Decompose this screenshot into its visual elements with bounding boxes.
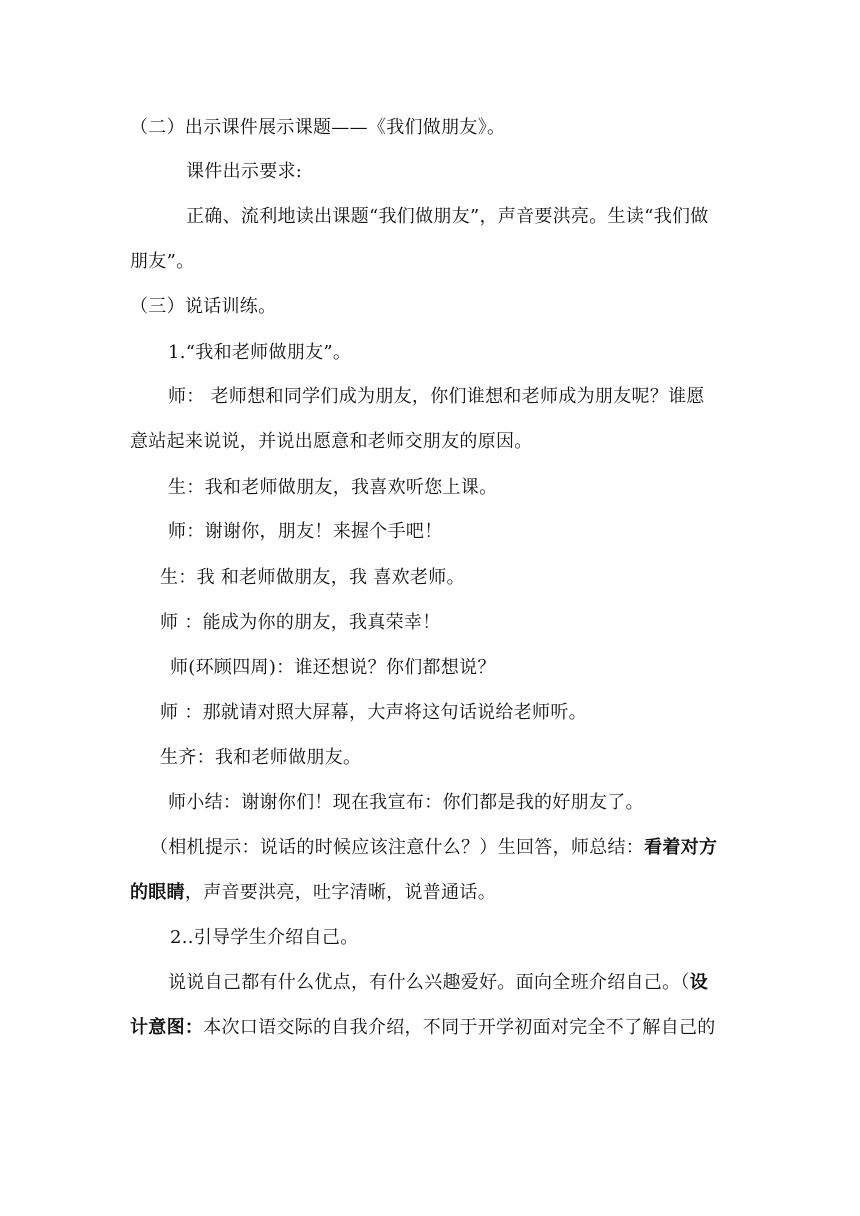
intro-paragraph-line1 xyxy=(168,971,708,995)
hint-text-2: ，声音要洪亮，吐字清晰，说普通话。 xyxy=(184,882,497,903)
requirement-text-line2: 朋友”。 xyxy=(130,251,195,272)
item-two-heading: 2..引导学生介绍自己。 xyxy=(170,927,359,948)
hint-text: （相机提示：说话的时候应该注意什么？）生回答，师总结： xyxy=(150,837,645,858)
student-reply-1: 生：我和老师做朋友，我喜欢听您上课。 xyxy=(168,477,498,498)
students-chorus: 生齐：我和老师做朋友。 xyxy=(160,747,362,768)
teacher-question-2: 师(环顾四周)：谁还想说？你们都想说？ xyxy=(170,657,496,678)
requirement-text-line1: 正确、流利地读出课题“我们做朋友”，声音要洪亮。生读“我们做 xyxy=(186,206,709,227)
hint-emphasis-1: 看着对方 xyxy=(644,837,718,858)
teacher-instruction: 师 ：那就请对照大屏幕，大声将这句话说给老师听。 xyxy=(160,702,587,723)
student-reply-2: 生：我 和老师做朋友，我 喜欢老师。 xyxy=(160,567,465,588)
courseware-requirement-label: 课件出示要求: xyxy=(186,161,303,182)
item-one-heading: 1.“我和老师做朋友”。 xyxy=(168,342,352,363)
teacher-question-line1: 师： 老师想和同学们成为朋友，你们谁想和老师成为朋友呢？谁愿 xyxy=(168,386,705,407)
section-two-heading: （二）出示课件展示课题——《我们做朋友》。 xyxy=(130,117,506,138)
hint-paragraph-line1 xyxy=(150,836,717,860)
intro-text: 说说自己都有什么优点，有什么兴趣爱好。面向全班介绍自己。（ xyxy=(168,972,690,993)
teacher-summary: 师小结：谢谢你们！现在我宣布：你们都是我的好朋友了。 xyxy=(168,792,644,813)
section-three-heading: （三）说话训练。 xyxy=(130,296,277,317)
design-intent-label-2: 计意图： xyxy=(130,1017,204,1038)
hint-paragraph-line2 xyxy=(130,881,496,905)
intro-paragraph-line2 xyxy=(130,1016,716,1040)
teacher-reply-2: 师 ：能成为你的朋友，我真荣幸！ xyxy=(160,612,441,633)
design-intent-text: 本次口语交际的自我介绍，不同于开学初面对完全不了解自己的 xyxy=(203,1017,716,1038)
teacher-reply-1: 师：谢谢你，朋友！来握个手吧！ xyxy=(168,521,443,542)
teacher-question-line2: 意站起来说说，并说出愿意和老师交朋友的原因。 xyxy=(130,431,533,452)
design-intent-label-1: 设 xyxy=(689,972,709,993)
hint-emphasis-2: 的眼睛 xyxy=(130,882,185,903)
